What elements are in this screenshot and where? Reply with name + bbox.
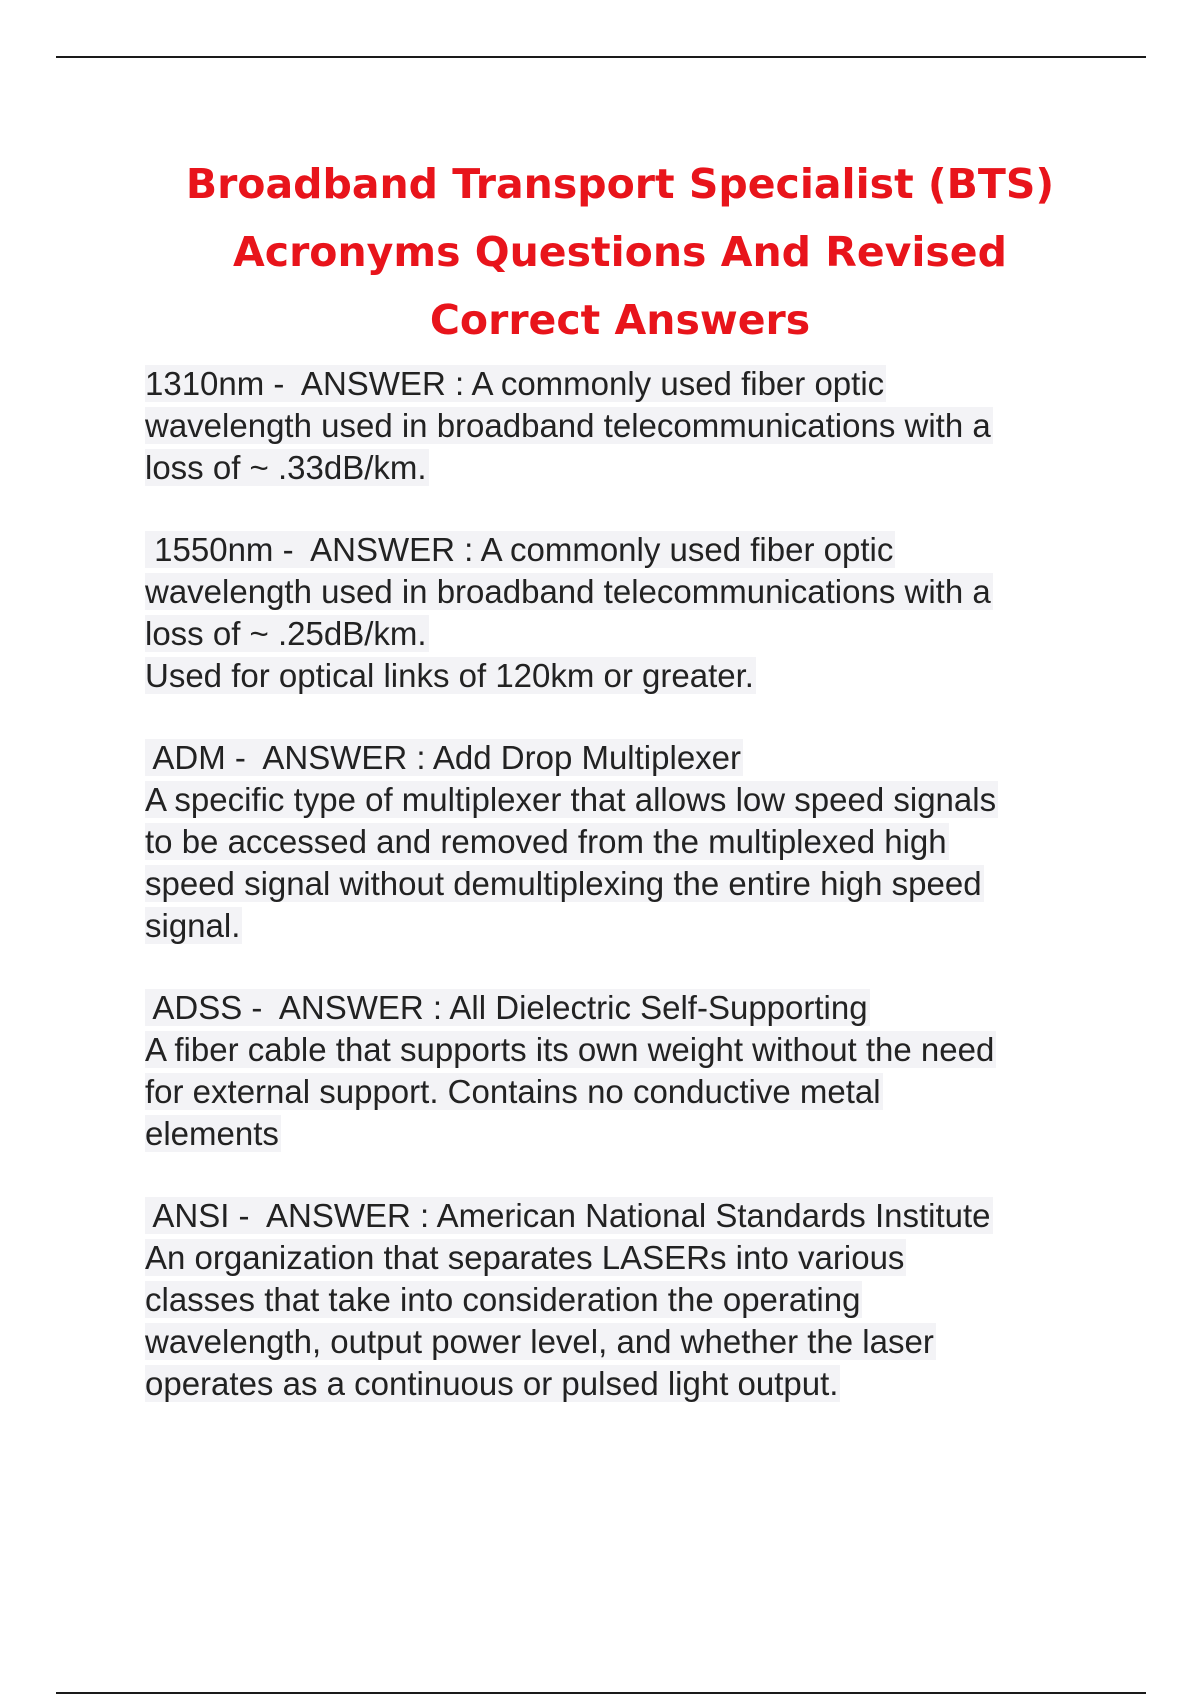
- entry-line: A fiber cable that supports its own weight without the need: [145, 1031, 995, 1068]
- entry-line: operates as a continuous or pulsed light output.: [145, 1365, 839, 1402]
- entry-line: for external support. Contains no conductive metal: [145, 1073, 881, 1110]
- entry-line: to be accessed and removed from the multiplexed high: [145, 823, 947, 860]
- title-line-2: Acronyms Questions And Revised: [233, 228, 1007, 276]
- qa-entry-adss: [145, 987, 1095, 1155]
- entry-line: loss of ~ .33dB/km.: [145, 449, 427, 486]
- title-line-1: Broadband Transport Specialist (BTS): [185, 160, 1055, 208]
- title-line-3: Correct Answers: [429, 296, 811, 344]
- entry-line: elements: [145, 1115, 279, 1152]
- qa-entry-adm: [145, 737, 1095, 947]
- entry-line: signal.: [145, 907, 241, 944]
- qa-list: [145, 363, 1095, 1445]
- qa-entry-1550nm: [145, 529, 1095, 697]
- entry-line: An organization that separates LASERs into various: [145, 1239, 905, 1276]
- entry-line: Used for optical links of 120km or greater.: [145, 657, 754, 694]
- entry-line: classes that take into consideration the operating: [145, 1281, 861, 1318]
- entry-line: wavelength used in broadband telecommunications with a: [145, 407, 991, 444]
- entry-line: wavelength used in broadband telecommunications with a: [145, 573, 991, 610]
- entry-line: loss of ~ .25dB/km.: [145, 615, 427, 652]
- bottom-rule: [56, 1692, 1146, 1694]
- qa-entry-1310nm: [145, 363, 1095, 489]
- qa-entry-ansi: [145, 1195, 1095, 1405]
- entry-line: 1310nm - ANSWER : A commonly used fiber optic: [145, 365, 885, 402]
- entry-line: wavelength, output power level, and whether the laser: [145, 1323, 934, 1360]
- top-rule: [56, 56, 1146, 58]
- document-title: [120, 150, 1120, 354]
- entry-line: ANSI - ANSWER : American National Standards Institute: [145, 1197, 991, 1234]
- entry-line: ADSS - ANSWER : All Dielectric Self-Supporting: [145, 989, 868, 1026]
- entry-line: speed signal without demultiplexing the entire high speed: [145, 865, 982, 902]
- entry-line: ADM - ANSWER : Add Drop Multiplexer: [145, 739, 742, 776]
- entry-line: 1550nm - ANSWER : A commonly used fiber optic: [145, 531, 894, 568]
- entry-line: A specific type of multiplexer that allows low speed signals: [145, 781, 997, 818]
